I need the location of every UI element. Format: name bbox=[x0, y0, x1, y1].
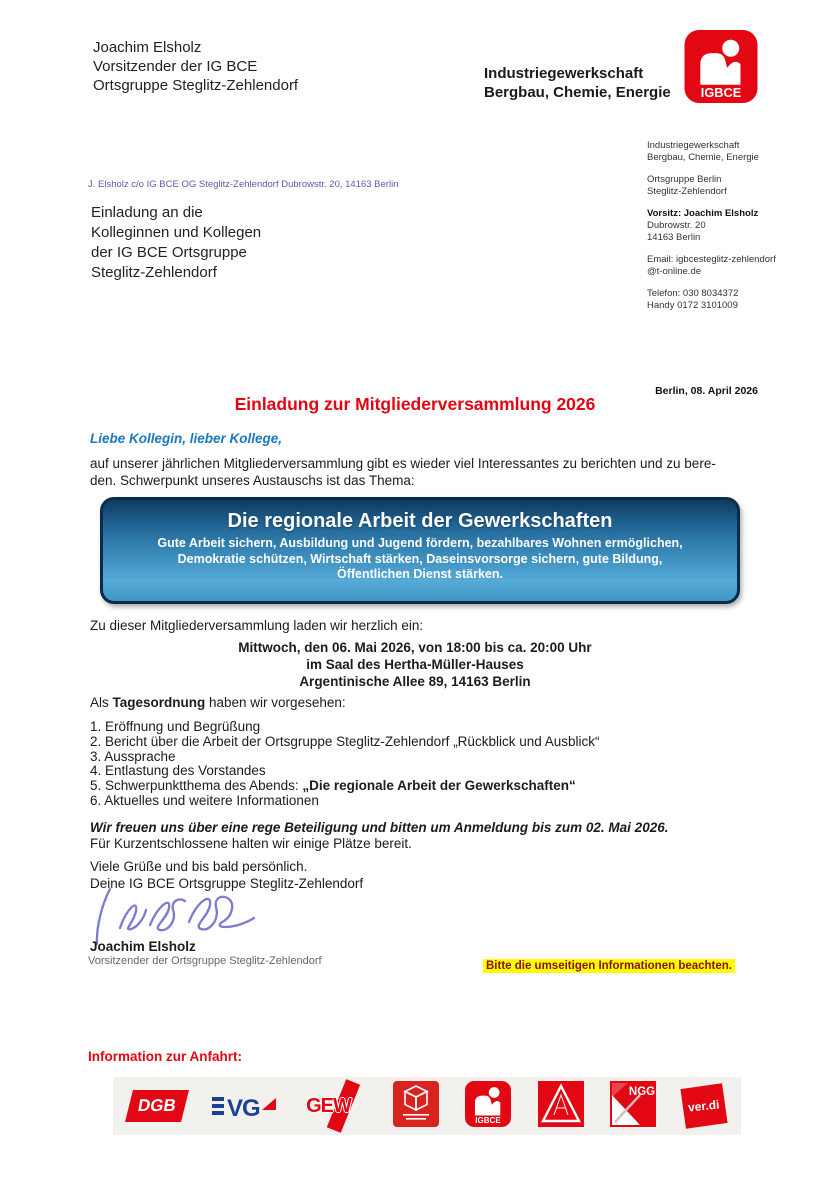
ngg-logo-text: NGG bbox=[629, 1085, 656, 1098]
gew-logo bbox=[306, 1084, 366, 1128]
letter-title: Einladung zur Mitgliederversammlung 2026 bbox=[234, 394, 596, 414]
signer-role: Vorsitzender der Ortsgruppe Steglitz-Zehlendorf bbox=[88, 955, 322, 967]
gew-logo-text: GEW bbox=[306, 1095, 351, 1117]
sidebar-org bbox=[647, 140, 822, 164]
agenda-item: 1. Eröffnung und Begrüßung bbox=[90, 719, 261, 734]
evg-logo-icon bbox=[212, 1092, 280, 1120]
agenda-item: 4. Entlastung des Vorstandes bbox=[90, 763, 266, 779]
meeting-address: Argentinische Allee 89, 14163 Berlin bbox=[299, 674, 531, 689]
sidebar-telefon: Telefon: 030 8034372 bbox=[647, 288, 739, 299]
salutation: Liebe Kollegin, lieber Kollege, bbox=[90, 431, 283, 446]
org-name-line1: Industriegewerkschaft bbox=[484, 65, 644, 82]
intro-line1: auf unserer jährlichen Mitgliederversammlung gibt es wieder viel Interessantes zu berichten und zu bere- bbox=[90, 456, 716, 471]
anfahrt-heading: Information zur Anfahrt: bbox=[88, 1049, 242, 1064]
banner-subtitle bbox=[103, 536, 737, 583]
sidebar-chair: Vorsitz: Joachim Elsholz bbox=[647, 208, 759, 219]
agenda-item: 3. Aussprache bbox=[90, 748, 176, 764]
sidebar-group-line2: Steglitz-Zehlendorf bbox=[647, 186, 727, 197]
meeting-venue: im Saal des Hertha-Müller-Hauses bbox=[306, 657, 524, 672]
sidebar-phone bbox=[647, 288, 822, 312]
sidebar-contact bbox=[647, 140, 822, 322]
meeting-datetime: Mittwoch, den 06. Mai 2026, von 18:00 bis ca. 20:00 Uhr bbox=[238, 640, 592, 655]
agenda-intro bbox=[90, 695, 346, 710]
banner-sub-line3: Öffentlichen Dienst stärken. bbox=[336, 567, 503, 581]
greeting-line1: Viele Grüße und bis bald persönlich. bbox=[90, 859, 308, 874]
greeting-line2: Deine IG BCE Ortsgruppe Steglitz-Zehlendorf bbox=[90, 875, 364, 891]
sidebar-chair-address bbox=[647, 208, 822, 244]
agenda-item bbox=[90, 779, 600, 794]
sidebar-group bbox=[647, 174, 822, 198]
recipient-address bbox=[91, 203, 261, 283]
igbce-logo-text: IGBCE bbox=[700, 84, 742, 100]
invite-line: Zu dieser Mitgliederversammlung laden wir herzlich ein: bbox=[90, 618, 424, 633]
org-name bbox=[484, 64, 671, 102]
banner-sub-line1: Gute Arbeit sichern, Ausbildung und Jugend fördern, bezahlbares Wohnen ermöglichen, bbox=[157, 536, 683, 550]
verdi-logo bbox=[680, 1083, 727, 1128]
highlight-note: Bitte die umseitigen Informationen beachten. bbox=[483, 959, 735, 973]
recipient-line1: Einladung an die bbox=[91, 204, 203, 221]
igmetall-logo-icon bbox=[538, 1081, 584, 1127]
sidebar-handy: Handy 0172 3101009 bbox=[647, 300, 738, 311]
signature-icon bbox=[88, 886, 273, 946]
igbau-logo-icon bbox=[393, 1081, 439, 1127]
igbce-strip-logo bbox=[465, 1081, 511, 1132]
sidebar-city: 14163 Berlin bbox=[647, 232, 701, 243]
sender-group-line: Ortsgruppe Steglitz-Zehlendorf bbox=[93, 77, 299, 94]
igmetall-logo bbox=[538, 1081, 584, 1132]
meeting-details bbox=[90, 639, 740, 690]
sidebar-email-line1: Email: igbcesteglitz-zehlendorf bbox=[647, 254, 776, 265]
sender-line: J. Elsholz c/o IG BCE OG Steglitz-Zehlendorf Dubrowstr. 20, 14163 Berlin bbox=[88, 179, 399, 190]
evg-logo-text: VG bbox=[226, 1095, 260, 1120]
closing-note: Für Kurzentschlossene halten wir einige Plätze bereit. bbox=[90, 836, 412, 851]
topic-banner bbox=[100, 497, 740, 604]
sidebar-email bbox=[647, 254, 822, 278]
agenda-intro-bold: Tagesordnung bbox=[112, 695, 206, 710]
recipient-line3: der IG BCE Ortsgruppe bbox=[91, 244, 247, 261]
banner-title: Die regionale Arbeit der Gewerkschaften bbox=[227, 510, 613, 532]
union-logo-strip bbox=[113, 1077, 741, 1135]
evg-logo bbox=[212, 1092, 280, 1120]
igbce-logo-icon bbox=[684, 30, 758, 103]
verdi-logo-text: ver.di bbox=[687, 1097, 721, 1115]
sender-role-line: Vorsitzender der IG BCE bbox=[93, 58, 258, 75]
date-line: Berlin, 08. April 2026 bbox=[655, 385, 758, 397]
dgb-logo-text: DGB bbox=[136, 1096, 178, 1115]
sidebar-group-line1: Ortsgruppe Berlin bbox=[647, 174, 722, 185]
igbau-logo bbox=[393, 1081, 439, 1132]
agenda-item: 2. Bericht über die Arbeit der Ortsgruppe Steglitz-Zehlendorf „Rückblick und Ausblick“ bbox=[90, 733, 600, 749]
banner-sub-line2: Demokratie schützen, Wirtschaft stärken, Daseinsvorsorge sichern, gute Bildung, bbox=[177, 551, 663, 566]
signer-name: Joachim Elsholz bbox=[90, 939, 196, 954]
sidebar-street: Dubrowstr. 20 bbox=[647, 220, 706, 231]
recipient-line2: Kolleginnen und Kollegen bbox=[91, 224, 262, 241]
agenda-intro-post: haben wir vorgesehen: bbox=[205, 695, 346, 710]
ngg-logo-icon bbox=[610, 1081, 656, 1127]
agenda-item5-topic: „Die regionale Arbeit der Gewerkschaften“ bbox=[302, 778, 576, 794]
dgb-logo bbox=[125, 1090, 189, 1122]
igbce-strip-logo-text: IGBCE bbox=[475, 1115, 501, 1125]
sidebar-org-line1: Industriegewerkschaft bbox=[647, 140, 740, 151]
signature bbox=[88, 886, 273, 946]
intro-line2: den. Schwerpunkt unseres Austauschs ist das Thema: bbox=[90, 472, 415, 488]
sidebar-org-line2: Bergbau, Chemie, Energie bbox=[647, 152, 759, 163]
agenda-item5-pre: 5. Schwerpunktthema des Abends: bbox=[90, 778, 303, 794]
ngg-logo bbox=[610, 1081, 656, 1132]
igbce-strip-logo-icon bbox=[465, 1081, 511, 1127]
org-name-line2: Bergbau, Chemie, Energie bbox=[484, 84, 671, 101]
recipient-line4: Steglitz-Zehlendorf bbox=[91, 264, 217, 281]
sidebar-email-line2: @t-online.de bbox=[647, 266, 702, 277]
sender-name: Joachim Elsholz bbox=[93, 39, 202, 56]
intro-paragraph bbox=[90, 456, 748, 489]
agenda-intro-pre: Als bbox=[90, 695, 113, 710]
agenda-list bbox=[90, 720, 600, 809]
sender-block bbox=[93, 38, 298, 95]
igbce-logo bbox=[684, 30, 758, 103]
closing-appeal: Wir freuen uns über eine rege Beteiligung und bitten um Anmeldung bis zum 02. Mai 2026. bbox=[90, 820, 669, 835]
agenda-item: 6. Aktuelles und weitere Informationen bbox=[90, 792, 319, 808]
